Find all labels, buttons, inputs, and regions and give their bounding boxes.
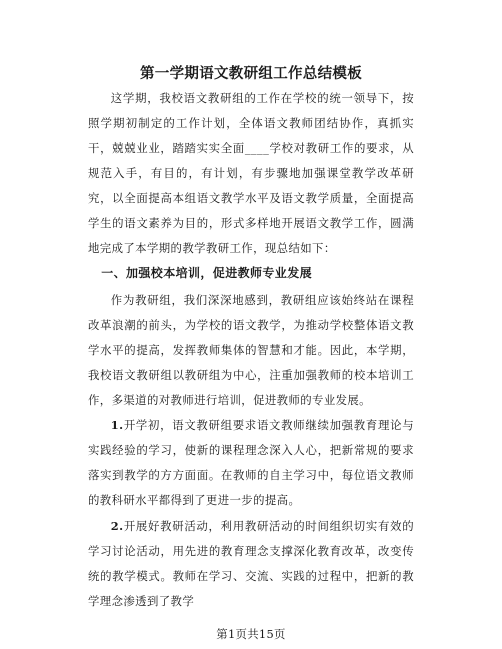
- list-item-text: 开学初，语文教研组要求语文教师继续加强教育理论与实践经验的学习，使新的课程理念深入人心，把新常规的要求落实到教学的方方面面。在教师的自主学习中，每位语文教师的教科研水平都得到了更进一步的提高。: [88, 418, 414, 507]
- document-title: 第一学期语文教研组工作总结模板: [140, 65, 362, 82]
- section-paragraph: 作为教研组，我们深深地感到，教研组应该始终站在课程改革浪潮的前头，为学校的语文教学，为推动学校整体语文教学水平的提高，发挥教师集体的智慧和才能。因此，本学期，我校语文教研组以教研组为中心，注重加强教师的校本培训工作，多渠道的对教师进行培训，促进教师的专业发展。: [88, 293, 414, 407]
- intro-paragraph: 这学期，我校语文教研组的工作在学校的统一领导下，按照学期初制定的工作计划，全体语文教师团结协作，真抓实干，兢兢业业，踏踏实实全面____学校对教研工作的要求，从规范入手，有目的，有计划，有步骤地加强课堂教学改革研究，以全面提高本组语文教学水平及语文教学质量，全面提高学生的语文素养为目的，形式多样地开展语文教学工作，圆满地完成了本学期的教学教研工作，现总结如下：: [88, 91, 414, 255]
- section-heading: 一、加强校本培训，促进教师专业发展: [101, 266, 312, 280]
- list-item-1: [88, 413, 414, 513]
- list-item-number: 1.: [110, 418, 124, 432]
- page-number: 第1页共15页: [216, 627, 286, 641]
- list-item-text: 开展好教研活动，利用教研活动的时间组织切实有效的学习讨论活动，用先进的教育理念支撑深化教育改革，改变传统的教学模式。教师在学习、交流、实践的过程中，把新的教学理念渗透到了教学: [88, 519, 414, 608]
- list-item-number: 2.: [110, 519, 124, 533]
- list-item-2: [88, 514, 414, 614]
